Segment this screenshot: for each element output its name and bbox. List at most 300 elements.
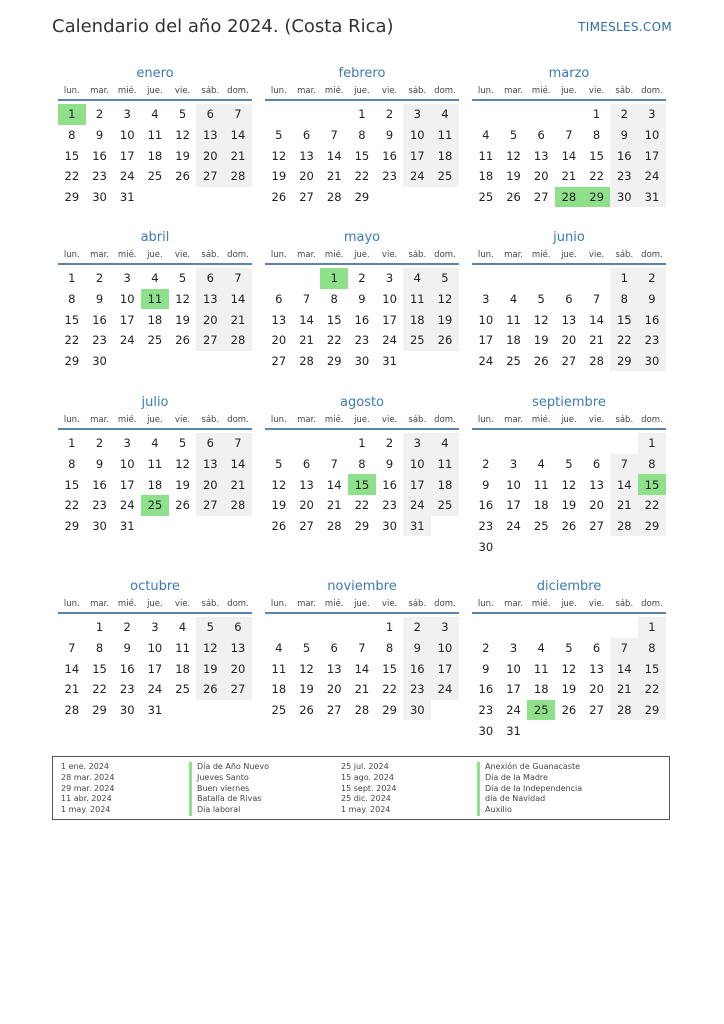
weekday-header [265, 413, 459, 430]
day-cell: 18 [431, 145, 459, 166]
day-grid [58, 433, 252, 536]
empty-cell [500, 104, 528, 125]
empty-cell [265, 104, 293, 125]
day-cell: 10 [382, 292, 397, 307]
day-cell: 17 [119, 477, 135, 492]
day-cell: 27 [589, 519, 604, 534]
day-cell: 17 [478, 333, 494, 348]
weekday-label: dom. [641, 86, 663, 96]
day-cell: 18 [403, 309, 431, 330]
day-cell: 21 [64, 682, 80, 697]
day-cell: 2 [482, 641, 490, 656]
day-cell: 21 [610, 679, 638, 700]
holiday-day-cell: 29 [583, 187, 611, 208]
day-cell: 3 [431, 617, 459, 638]
day-cell: 29 [64, 190, 80, 205]
day-cell: 28 [224, 495, 252, 516]
empty-cell [293, 268, 321, 289]
weekday-label: lun. [477, 250, 494, 260]
day-cell: 16 [354, 312, 370, 327]
day-cell: 25 [403, 330, 431, 351]
weekday-label: dom. [227, 599, 249, 609]
month-febrero [265, 64, 459, 207]
legend-date: 1 ene. 2024 [61, 762, 109, 771]
day-cell: 23 [478, 703, 494, 718]
day-cell: 20 [589, 498, 604, 513]
day-cell: 10 [119, 457, 135, 472]
legend-holiday-name: Batalla de Rivas [189, 794, 269, 805]
weekday-label: mar. [90, 86, 109, 96]
day-cell: 11 [533, 477, 549, 492]
day-cell: 30 [92, 190, 107, 205]
day-cell: 29 [326, 354, 342, 369]
day-cell: 24 [478, 354, 494, 369]
day-cell: 14 [326, 148, 342, 163]
day-cell: 15 [589, 148, 604, 163]
day-cell: 17 [403, 474, 431, 495]
day-cell: 5 [537, 292, 545, 307]
day-cell: 6 [196, 433, 224, 454]
day-cell: 6 [592, 457, 601, 472]
day-cell: 26 [533, 354, 549, 369]
day-cell: 1 [638, 433, 666, 454]
day-cell: 22 [92, 682, 107, 697]
legend-holiday-name: Día laboral [189, 805, 269, 816]
day-cell: 21 [326, 498, 342, 513]
day-grid [58, 104, 252, 207]
weekday-label: mar. [504, 86, 523, 96]
day-cell: 16 [478, 682, 494, 697]
weekday-label: dom. [434, 599, 456, 609]
day-cell: 17 [119, 148, 135, 163]
day-cell: 30 [354, 354, 370, 369]
weekday-label: sáb. [615, 415, 634, 425]
weekday-label: mié. [531, 250, 551, 260]
legend-date: 25 jul. 2024 [341, 762, 389, 771]
day-cell: 30 [382, 519, 397, 534]
day-cell: 7 [610, 638, 638, 659]
legend-holiday-name: Buen viernes [189, 784, 269, 795]
weekday-label: sáb. [408, 415, 427, 425]
day-cell: 28 [589, 354, 604, 369]
day-cell: 25 [431, 495, 459, 516]
day-cell: 8 [638, 454, 666, 475]
day-cell: 18 [147, 477, 163, 492]
day-cell: 26 [431, 330, 459, 351]
legend-holiday-name: día de Navidad [477, 794, 582, 805]
legend-left-dates [61, 762, 114, 816]
empty-cell [472, 617, 500, 638]
day-cell: 11 [431, 125, 459, 146]
weekday-label: jue. [561, 599, 577, 609]
day-cell: 11 [478, 148, 494, 163]
day-cell: 22 [354, 169, 370, 184]
day-cell: 26 [175, 498, 190, 513]
day-cell: 26 [561, 519, 577, 534]
empty-cell [527, 104, 555, 125]
legend-right-names [477, 762, 582, 816]
day-cell: 13 [196, 289, 224, 310]
legend-date: 15 sept. 2024 [341, 783, 397, 793]
day-cell: 20 [271, 333, 287, 348]
month-junio [472, 228, 666, 371]
weekday-label: vie. [588, 250, 605, 260]
day-cell: 2 [95, 436, 104, 451]
day-cell: 15 [354, 148, 370, 163]
weekday-label: sáb. [408, 599, 427, 609]
day-cell: 18 [271, 682, 287, 697]
weekday-label: mié. [324, 86, 344, 96]
month-name: julio [141, 395, 169, 410]
empty-cell [555, 104, 583, 125]
day-cell: 13 [589, 477, 604, 492]
day-cell: 28 [224, 330, 252, 351]
weekday-label: lun. [270, 86, 287, 96]
day-cell: 29 [610, 351, 638, 372]
day-cell: 25 [147, 333, 163, 348]
month-name: diciembre [536, 579, 602, 594]
day-cell: 1 [638, 617, 666, 638]
day-cell: 18 [431, 474, 459, 495]
day-cell: 31 [147, 703, 163, 718]
day-cell: 30 [638, 351, 666, 372]
weekday-label: jue. [354, 599, 370, 609]
weekday-label: mié. [531, 415, 551, 425]
weekday-label: mar. [90, 250, 109, 260]
day-cell: 10 [506, 661, 521, 676]
day-cell: 2 [403, 617, 431, 638]
day-cell: 4 [431, 433, 459, 454]
day-cell: 17 [506, 682, 521, 697]
site-brand[interactable]: TIMESLES.COM [578, 20, 672, 34]
day-cell: 24 [506, 703, 521, 718]
weekday-label: vie. [174, 250, 191, 260]
day-cell: 3 [123, 436, 131, 451]
holiday-day-cell: 28 [555, 187, 583, 208]
weekday-label: jue. [147, 415, 163, 425]
day-cell: 22 [64, 333, 80, 348]
day-cell: 8 [68, 128, 76, 143]
legend-date: 1 may. 2024 [61, 805, 111, 815]
empty-cell [348, 617, 376, 638]
day-cell: 1 [68, 271, 76, 286]
empty-cell [527, 268, 555, 289]
day-cell: 31 [119, 190, 135, 205]
weekday-label: mié. [324, 599, 344, 609]
weekday-header [472, 413, 666, 430]
day-cell: 12 [431, 289, 459, 310]
day-cell: 16 [92, 148, 107, 163]
day-cell: 29 [64, 354, 80, 369]
day-grid [265, 268, 459, 371]
day-cell: 4 [509, 292, 518, 307]
empty-cell [583, 617, 611, 638]
weekday-label: dom. [641, 415, 663, 425]
legend-holiday-name: Día de Año Nuevo [189, 762, 269, 773]
weekday-label: dom. [434, 415, 456, 425]
day-cell: 29 [354, 190, 370, 205]
day-cell: 6 [275, 292, 283, 307]
weekday-label: jue. [354, 415, 370, 425]
weekday-label: dom. [434, 86, 456, 96]
month-name: noviembre [327, 579, 397, 594]
day-cell: 6 [537, 128, 545, 143]
day-cell: 13 [561, 312, 577, 327]
day-cell: 21 [610, 495, 638, 516]
legend-right-dates [341, 762, 396, 816]
empty-cell [58, 617, 86, 638]
day-cell: 10 [638, 125, 666, 146]
weekday-label: mar. [297, 250, 316, 260]
weekday-label: mar. [504, 415, 523, 425]
day-cell: 31 [506, 723, 521, 738]
weekday-label: mié. [531, 599, 551, 609]
weekday-label: jue. [147, 250, 163, 260]
day-cell: 15 [64, 312, 80, 327]
day-cell: 12 [533, 312, 549, 327]
day-cell: 8 [95, 641, 104, 656]
month-name: agosto [340, 395, 384, 410]
legend-date: 29 mar. 2024 [61, 783, 115, 793]
empty-cell [320, 433, 348, 454]
day-cell: 10 [431, 638, 459, 659]
weekday-label: mar. [297, 415, 316, 425]
day-cell: 29 [92, 703, 107, 718]
day-cell: 16 [638, 309, 666, 330]
holiday-legend [52, 756, 670, 820]
day-cell: 27 [271, 354, 287, 369]
legend-holiday-name: Día de la Independencia [477, 784, 582, 795]
day-cell: 12 [299, 661, 314, 676]
weekday-label: lun. [477, 415, 494, 425]
day-cell: 1 [358, 107, 366, 122]
day-cell: 12 [561, 661, 577, 676]
day-cell: 7 [330, 457, 338, 472]
day-cell: 22 [354, 498, 370, 513]
month-agosto [265, 393, 459, 536]
day-cell: 20 [196, 145, 224, 166]
day-cell: 28 [64, 703, 80, 718]
day-cell: 1 [358, 436, 366, 451]
day-cell: 16 [382, 148, 397, 163]
day-cell: 27 [224, 679, 252, 700]
day-cell: 8 [638, 638, 666, 659]
day-cell: 7 [224, 268, 252, 289]
day-cell: 20 [561, 333, 577, 348]
day-cell: 4 [151, 271, 159, 286]
day-cell: 10 [506, 477, 521, 492]
day-cell: 27 [299, 190, 314, 205]
day-cell: 9 [385, 457, 394, 472]
day-cell: 26 [196, 679, 224, 700]
weekday-label: jue. [354, 86, 370, 96]
day-cell: 30 [610, 187, 638, 208]
day-cell: 7 [68, 641, 76, 656]
day-cell: 18 [147, 148, 163, 163]
day-cell: 16 [382, 477, 397, 492]
weekday-label: dom. [227, 250, 249, 260]
day-cell: 9 [482, 477, 490, 492]
weekday-header [472, 248, 666, 265]
day-cell: 16 [478, 498, 494, 513]
day-cell: 11 [271, 661, 287, 676]
empty-cell [265, 617, 293, 638]
day-cell: 27 [533, 190, 549, 205]
weekday-label: mar. [297, 599, 316, 609]
weekday-label: mar. [297, 86, 316, 96]
day-cell: 23 [403, 679, 431, 700]
month-diciembre [472, 577, 666, 741]
day-cell: 2 [95, 271, 104, 286]
day-cell: 2 [385, 436, 394, 451]
day-cell: 4 [151, 436, 159, 451]
day-cell: 19 [506, 169, 521, 184]
day-cell: 8 [358, 457, 366, 472]
day-cell: 26 [175, 169, 190, 184]
day-cell: 29 [354, 519, 370, 534]
day-cell: 20 [589, 682, 604, 697]
day-cell: 3 [482, 292, 490, 307]
day-cell: 22 [326, 333, 342, 348]
empty-cell [320, 104, 348, 125]
month-name: mayo [343, 230, 381, 245]
day-cell: 12 [175, 292, 190, 307]
day-cell: 14 [224, 289, 252, 310]
day-cell: 11 [533, 661, 549, 676]
weekday-header [472, 84, 666, 101]
day-cell: 6 [196, 104, 224, 125]
day-cell: 7 [592, 292, 601, 307]
day-cell: 25 [431, 166, 459, 187]
day-cell: 9 [95, 292, 104, 307]
day-cell: 3 [638, 104, 666, 125]
day-cell: 10 [119, 292, 135, 307]
day-cell: 27 [196, 495, 224, 516]
day-cell: 9 [95, 457, 104, 472]
day-cell: 11 [147, 128, 163, 143]
day-cell: 16 [92, 477, 107, 492]
weekday-header [58, 84, 252, 101]
day-cell: 13 [533, 148, 549, 163]
day-cell: 17 [506, 498, 521, 513]
weekday-label: jue. [561, 250, 577, 260]
day-cell: 23 [478, 519, 494, 534]
weekday-label: lun. [477, 599, 494, 609]
day-cell: 13 [299, 148, 314, 163]
day-cell: 7 [224, 433, 252, 454]
weekday-label: lun. [63, 86, 80, 96]
legend-date: 15 ago. 2024 [341, 772, 394, 782]
day-cell: 24 [119, 169, 135, 184]
weekday-label: dom. [434, 250, 456, 260]
month-septiembre [472, 393, 666, 557]
day-cell: 23 [92, 333, 107, 348]
empty-cell [610, 433, 638, 454]
day-cell: 26 [175, 333, 190, 348]
empty-cell [527, 433, 555, 454]
month-name: octubre [130, 579, 180, 594]
day-cell: 16 [403, 658, 431, 679]
weekday-label: jue. [147, 599, 163, 609]
day-cell: 16 [92, 312, 107, 327]
weekday-label: jue. [354, 250, 370, 260]
day-cell: 12 [271, 477, 287, 492]
empty-cell [293, 617, 321, 638]
day-cell: 15 [92, 661, 107, 676]
day-cell: 20 [299, 169, 314, 184]
day-cell: 24 [119, 333, 135, 348]
day-cell: 14 [326, 477, 342, 492]
day-cell: 17 [638, 145, 666, 166]
day-cell: 13 [326, 661, 342, 676]
day-cell: 21 [299, 333, 314, 348]
legend-date: 11 abr. 2024 [61, 794, 112, 804]
day-cell: 21 [589, 333, 604, 348]
weekday-label: mié. [117, 599, 137, 609]
day-cell: 28 [354, 703, 370, 718]
day-cell: 14 [610, 474, 638, 495]
day-cell: 24 [403, 166, 431, 187]
day-cell: 10 [403, 454, 431, 475]
day-cell: 5 [196, 617, 224, 638]
day-cell: 29 [638, 700, 666, 721]
day-cell: 14 [224, 454, 252, 475]
day-cell: 30 [119, 703, 135, 718]
day-cell: 4 [537, 457, 545, 472]
day-cell: 4 [151, 107, 159, 122]
day-cell: 4 [403, 268, 431, 289]
weekday-label: mar. [504, 250, 523, 260]
day-cell: 5 [178, 271, 187, 286]
day-cell: 6 [302, 457, 311, 472]
day-cell: 8 [592, 128, 601, 143]
day-cell: 18 [147, 312, 163, 327]
day-grid [472, 617, 666, 741]
day-cell: 31 [382, 354, 397, 369]
weekday-label: sáb. [408, 250, 427, 260]
day-cell: 17 [119, 312, 135, 327]
day-cell: 13 [196, 454, 224, 475]
day-grid [265, 104, 459, 207]
day-cell: 24 [382, 333, 397, 348]
day-cell: 7 [565, 128, 573, 143]
day-cell: 11 [403, 289, 431, 310]
holiday-day-cell: 15 [348, 474, 376, 495]
empty-cell [555, 268, 583, 289]
day-cell: 6 [592, 641, 601, 656]
day-cell: 21 [326, 169, 342, 184]
empty-cell [472, 433, 500, 454]
day-cell: 29 [64, 519, 80, 534]
weekday-label: vie. [381, 250, 398, 260]
day-cell: 12 [561, 477, 577, 492]
day-cell: 3 [123, 107, 131, 122]
month-name: enero [136, 66, 174, 81]
day-cell: 9 [638, 289, 666, 310]
legend-holiday-name: Auxilio [477, 805, 582, 816]
weekday-label: jue. [561, 86, 577, 96]
day-cell: 18 [533, 498, 549, 513]
day-grid [472, 433, 666, 557]
day-cell: 4 [431, 104, 459, 125]
weekday-label: lun. [63, 415, 80, 425]
day-cell: 20 [299, 498, 314, 513]
day-cell: 28 [326, 519, 342, 534]
day-cell: 30 [403, 700, 431, 721]
day-cell: 14 [64, 661, 80, 676]
weekday-label: lun. [63, 599, 80, 609]
weekday-label: lun. [270, 250, 287, 260]
